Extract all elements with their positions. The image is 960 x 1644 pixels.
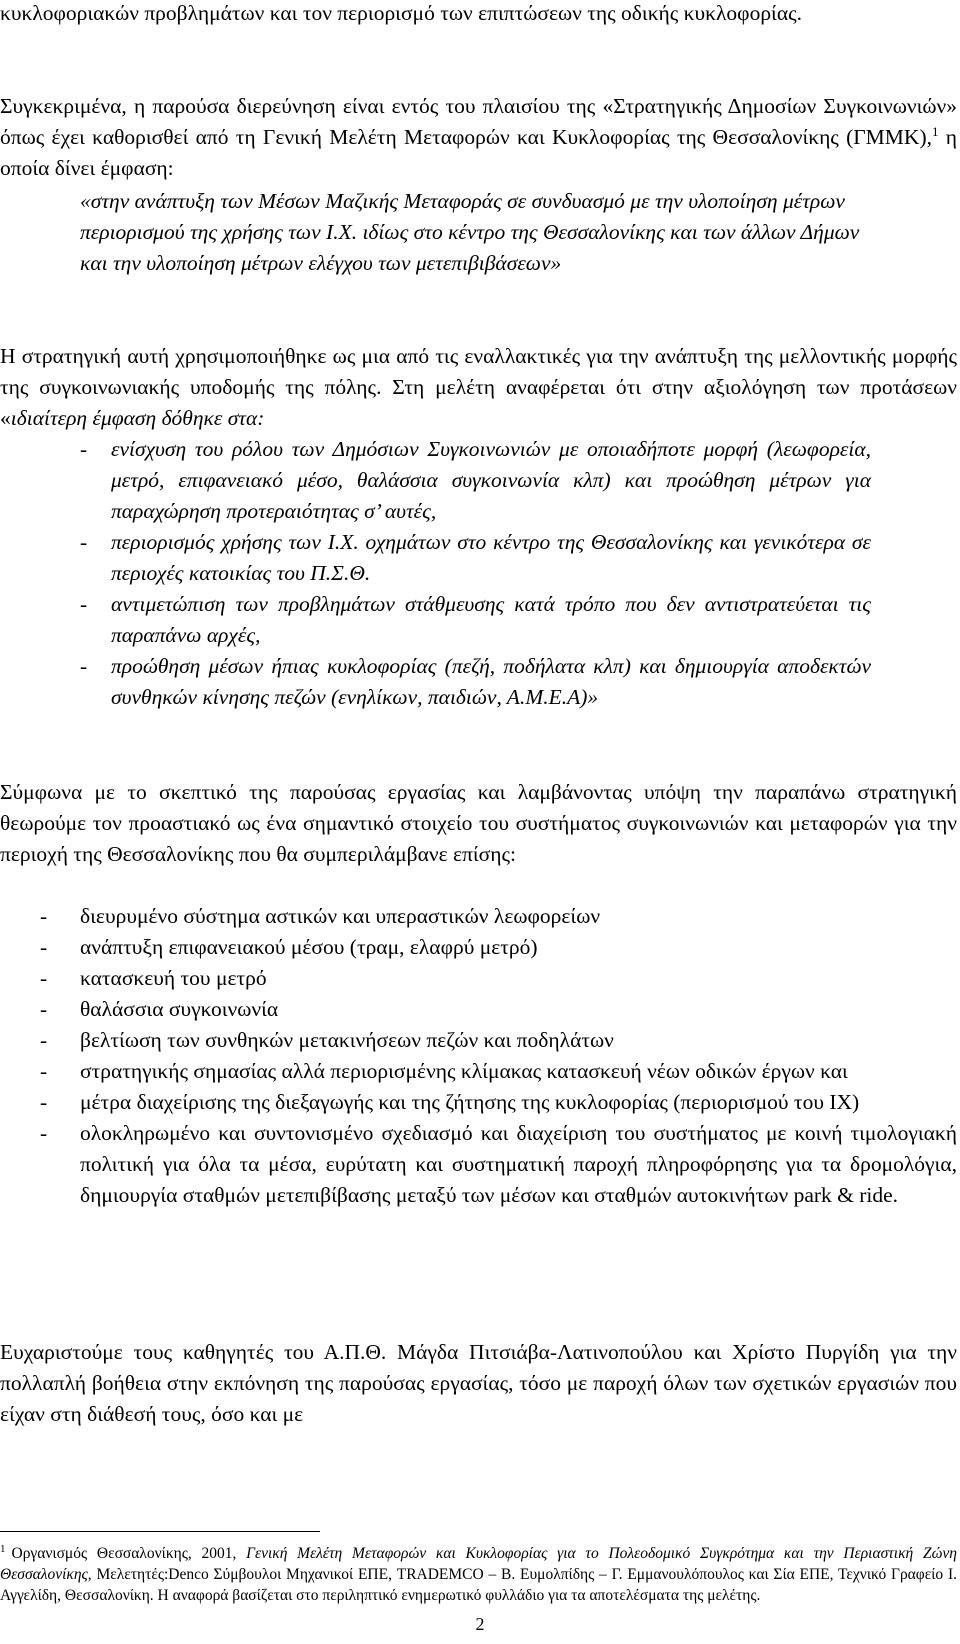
page-number: 2	[475, 1614, 485, 1634]
list-item-text: κατασκευή του μετρό	[80, 966, 267, 990]
list-item	[40, 932, 957, 963]
list-item-text: μέτρα διαχείρισης της διεξαγωγής και της ζήτησης της κυκλοφορίας (περιορισμού του ΙΧ)	[80, 1090, 860, 1114]
paragraph-strategy-tail: η οποία δίνει έμφαση:	[0, 125, 957, 180]
list-item-text: ολοκληρωμένο και συντονισμένο σχεδιασμό και διαχείριση του συστήματος με κοινή τιμολογιακή πολιτική για όλα τα μέσα, ευρύτατη και συστηματική παροχή πληροφόρησης για τα δρομολόγια, δημιουργία σταθμών μετεπιβίβασης μεταξύ των μέσων και σταθμών αυτοκινήτων park & ride.	[80, 1121, 957, 1207]
list-item-text: θαλάσσια συγκοινωνία	[80, 997, 279, 1021]
footnote-post: Μελετητές:Denco Σύμβουλοι Μηχανικοί ΕΠΕ, TRADEMCO – Β. Ευμολπίδης – Γ. Εμμανουλόπουλος και Σία ΕΠΕ, Τεχνικό Γραφείο Ι. Αγγελίδη, Θεσσαλονίκη. Η αναφορά βασίζεται στο περιληπτικό ενημερωτικό φυλλάδιο για τα αποτελέσματα της μελέτης.	[0, 1566, 957, 1604]
quote-list-item	[80, 527, 871, 589]
footnote-title: Γενική Μελέτη Μεταφορών και Κυκλοφορίας για το Πολεοδομικό Συγκρότημα και την Περιαστική Ζώνη Θεσσαλονίκης,	[0, 1545, 957, 1583]
footnote-reference: 1	[931, 123, 939, 139]
list-item	[40, 994, 957, 1025]
list-item	[40, 901, 957, 932]
list-item-text: ανάπτυξη επιφανειακού μέσου (τραμ, ελαφρύ μετρό)	[80, 935, 538, 959]
quote-list-item-text: αντιμετώπιση των προβλημάτων στάθμευσης κατά τρόπο που δεν αντιστρατεύεται τις παραπάνω αρχές,	[111, 592, 871, 647]
paragraph-intro-continued: κυκλοφοριακών προβλημάτων και τον περιορισμό των επιπτώσεων της οδικής κυκλοφορίας.	[0, 1, 802, 25]
dash-marker: -	[40, 997, 48, 1021]
paragraph-strategy	[0, 91, 957, 184]
quote-list-item	[80, 589, 871, 651]
quote-list-item-text: ενίσχυση του ρόλου των Δημόσιων Συγκοινωνιών με οποιαδήποτε μορφή (λεωφορεία, μετρό, επιφανειακό μέσο, θαλάσσια συγκοινωνία κλπ) και προώθηση μέτρων για παραχώρηση προτεραιότητας σ’ αυτές,	[111, 437, 871, 523]
list-item-text: βελτίωση των συνθηκών μετακινήσεων πεζών και ποδηλάτων	[80, 1028, 614, 1052]
paragraph-strategy-text: Συγκεκριμένα, η παρούσα διερεύνηση είναι εντός του πλαισίου της «Στρατηγικής Δημοσίων Συγκοινωνιών» όπως έχει καθορισθεί από τη Γενική Μελέτη Μεταφορών και Κυκλοφορίας της Θεσσαλονίκης (ΓΜΜΚ),	[0, 94, 957, 149]
paragraph-acknowledgements: Ευχαριστούμε τους καθηγητές του Α.Π.Θ. Μάγδα Πιτσιάβα-Λατινοπούλου και Χρίστο Πυργίδη για την πολλαπλή βοήθεια στην εκπόνηση της παρούσας εργασίας, τόσο με παροχή όλων των σχετικών εργασιών που είχαν στη διάθεσή τους, όσο και με	[0, 1340, 957, 1426]
list-item	[40, 1056, 957, 1087]
dash-marker: -	[40, 1090, 48, 1114]
quote-list-item-text: περιορισμός χρήσης των Ι.Χ. οχημάτων στο κέντρο της Θεσσαλονίκης και γενικότερα σε περιοχές κατοικίας του Π.Σ.Θ.	[111, 530, 871, 585]
dash-marker: -	[80, 592, 88, 616]
dash-marker: -	[40, 1028, 48, 1052]
quote-list-item	[80, 434, 871, 527]
dash-marker: -	[40, 1059, 48, 1083]
quote-list-item	[80, 651, 871, 713]
list-item	[40, 1118, 957, 1211]
measures-list	[40, 901, 957, 1211]
paragraph-evaluation-text: Η στρατηγική αυτή χρησιμοποιήθηκε ως μια από τις εναλλακτικές για την ανάπτυξη της μελλοντικής μορφής της συγκοινωνιακής υποδομής της πόλης. Στη μελέτη αναφέρεται ότι στην αξιολόγηση των προτάσεων «	[0, 344, 957, 430]
paragraph-proposal: Σύμφωνα με το σκεπτικό της παρούσας εργασίας και λαμβάνοντας υπόψη την παραπάνω στρατηγική θεωρούμε τον προαστιακό ως ένα σημαντικό στοιχείο του συστήματος συγκοινωνιών και μεταφορών για την περιοχή της Θεσσαλονίκης που θα συμπεριλάμβανε επίσης:	[0, 780, 957, 866]
dash-marker: -	[40, 935, 48, 959]
list-item	[40, 963, 957, 994]
dash-marker: -	[40, 904, 48, 928]
paragraph-evaluation-italic: ιδιαίτερη έμφαση δόθηκε στα:	[10, 406, 265, 430]
quote-list	[80, 434, 871, 713]
dash-marker: -	[40, 1121, 48, 1145]
list-item-text: στρατηγικής σημασίας αλλά περιορισμένης κλίμακας κατασκευή νέων οδικών έργων και	[80, 1059, 848, 1083]
dash-marker: -	[80, 530, 88, 554]
footnote-mark: 1	[0, 1542, 6, 1555]
footnote-divider	[0, 1531, 320, 1532]
paragraph-evaluation	[0, 341, 957, 434]
list-item-text: διευρυμένο σύστημα αστικών και υπεραστικών λεωφορείων	[80, 904, 601, 928]
dash-marker: -	[80, 437, 88, 461]
list-item	[40, 1025, 957, 1056]
quote-list-item-text: προώθηση μέσων ήπιας κυκλοφορίας (πεζή, ποδήλατα κλπ) και δημιουργία αποδεκτών συνθηκών κίνησης πεζών (ενηλίκων, παιδιών, Α.Μ.Ε.Α)»	[111, 654, 871, 709]
dash-marker: -	[80, 654, 88, 678]
footnote	[0, 1543, 957, 1606]
quote-strategy-emphasis: «στην ανάπτυξη των Μέσων Μαζικής Μεταφοράς σε συνδυασμό με την υλοποίηση μέτρων περιορισμού της χρήσης των Ι.Χ. ιδίως στο κέντρο της Θεσσαλονίκης και των άλλων Δήμων και την υλοποίηση μέτρων ελέγχου των μετεπιβιβάσεων»	[80, 189, 860, 275]
footnote-pre: Οργανισμός Θεσσαλονίκης, 2001,	[11, 1545, 247, 1562]
dash-marker: -	[40, 966, 48, 990]
list-item	[40, 1087, 957, 1118]
